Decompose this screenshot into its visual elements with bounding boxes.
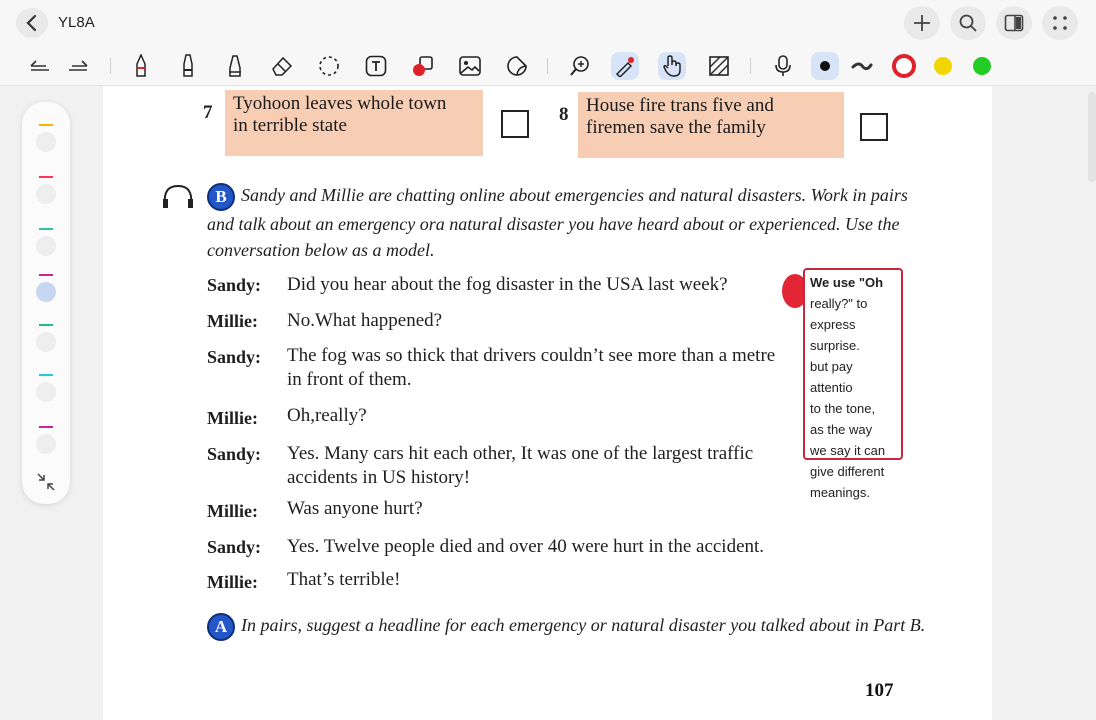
speaker-label: Sandy: bbox=[207, 347, 262, 367]
search-button[interactable] bbox=[950, 6, 986, 40]
speaker-label: Sandy: bbox=[207, 275, 262, 295]
pen-preset-5[interactable] bbox=[34, 324, 58, 354]
speaker-label: Millie: bbox=[207, 408, 258, 428]
color-dot-green-icon bbox=[971, 55, 993, 77]
page-number: 107 bbox=[865, 680, 894, 701]
color-ring-red-icon bbox=[891, 53, 917, 79]
color-black[interactable] bbox=[811, 52, 839, 80]
laser-pointer-tool[interactable] bbox=[611, 52, 639, 80]
color-dot-yellow-icon bbox=[932, 55, 954, 77]
headphones-icon bbox=[159, 182, 197, 212]
undo-button[interactable] bbox=[26, 52, 54, 80]
speaker-label: Millie: bbox=[207, 501, 258, 521]
part-b-badge: B bbox=[207, 183, 235, 211]
dialogue-line: Was anyone hurt? bbox=[287, 498, 423, 519]
microphone-icon bbox=[773, 54, 793, 78]
pen-icon bbox=[133, 54, 149, 78]
marker-tool[interactable] bbox=[174, 52, 202, 80]
more-dots-icon bbox=[1051, 14, 1069, 32]
hand-tool[interactable] bbox=[658, 52, 686, 80]
page-scrollbar[interactable] bbox=[1088, 92, 1096, 182]
pen-preset-6[interactable] bbox=[34, 374, 58, 404]
highlighter-icon bbox=[226, 54, 244, 78]
pen-preset-4[interactable] bbox=[34, 274, 58, 304]
chevron-left-icon bbox=[25, 14, 39, 32]
dialogue-line: The fog was so thick that drivers couldn’t see more than a metre in front of them. bbox=[287, 345, 776, 390]
item-8-checkbox[interactable] bbox=[860, 113, 888, 141]
zoom-tool[interactable] bbox=[566, 52, 594, 80]
drawing-toolbar bbox=[0, 46, 1096, 86]
pen-preset-1[interactable] bbox=[34, 124, 58, 154]
dialogue-line: That’s terrible! bbox=[287, 569, 401, 590]
shape-icon bbox=[411, 54, 435, 78]
search-icon bbox=[958, 13, 978, 33]
dialogue-line: No.What happened? bbox=[287, 310, 443, 331]
plus-icon bbox=[912, 13, 932, 33]
lasso-icon bbox=[317, 54, 341, 78]
text-icon bbox=[364, 54, 388, 78]
image-icon bbox=[458, 55, 482, 77]
item-8-number: 8 bbox=[559, 104, 569, 125]
part-a-badge: A bbox=[207, 613, 235, 641]
laser-pointer-icon bbox=[614, 55, 636, 77]
pen-preset-3[interactable] bbox=[34, 228, 58, 258]
color-dark-gray[interactable] bbox=[848, 52, 876, 80]
top-bar bbox=[0, 0, 1096, 46]
part-a-instruction: A In pairs, suggest a headline for each emergency or natural disaster you talked about in Part B. bbox=[207, 612, 937, 641]
redo-icon bbox=[66, 58, 90, 74]
document-title: YL8A bbox=[58, 14, 95, 31]
highlighter-tool[interactable] bbox=[221, 52, 249, 80]
layout-button[interactable] bbox=[996, 6, 1032, 40]
color-green[interactable] bbox=[968, 52, 996, 80]
speaker-label: Millie: bbox=[207, 311, 258, 331]
pen-tool[interactable] bbox=[127, 52, 155, 80]
item-8-headline: House fire trans five and firemen save the family bbox=[578, 92, 844, 158]
pen-presets-panel bbox=[22, 102, 70, 504]
add-button[interactable] bbox=[904, 6, 940, 40]
zoom-icon bbox=[568, 54, 592, 78]
item-7-headline: Tyohoon leaves whole town in terrible state bbox=[225, 90, 483, 156]
dialogue-line: Did you hear about the fog disaster in the USA last week? bbox=[287, 274, 728, 295]
sticker-tool[interactable] bbox=[503, 52, 531, 80]
shape-tool[interactable] bbox=[409, 52, 437, 80]
item-7-checkbox[interactable] bbox=[501, 110, 529, 138]
color-red[interactable] bbox=[890, 52, 918, 80]
image-tool[interactable] bbox=[456, 52, 484, 80]
eraser-icon bbox=[270, 55, 294, 77]
more-button[interactable] bbox=[1042, 6, 1078, 40]
item-7-number: 7 bbox=[203, 102, 213, 123]
speaker-label: Sandy: bbox=[207, 537, 262, 557]
dialogue-line: Yes. Many cars hit each other, It was one of the largest traffic accidents in US history! bbox=[287, 443, 754, 488]
collapse-arrows-icon bbox=[36, 472, 56, 492]
lasso-tool[interactable] bbox=[315, 52, 343, 80]
pen-preset-7[interactable] bbox=[34, 426, 58, 456]
microphone-button[interactable] bbox=[769, 52, 797, 80]
marker-icon bbox=[180, 54, 196, 78]
usage-note: We use "Oh really?" to express surprise. but pay attentio to the tone, as the way we say it can give different meanings. bbox=[803, 268, 903, 460]
part-b-instruction: B Sandy and Millie are chatting online about emergencies and natural disasters. Work in pairs and talk about an emergency ora natural disaster you have heard about or experienced. Use the conversation below as a model. bbox=[207, 182, 917, 263]
dialogue-line: Oh,really? bbox=[287, 405, 367, 426]
back-button[interactable] bbox=[16, 8, 48, 38]
speaker-label: Millie: bbox=[207, 572, 258, 592]
redo-button[interactable] bbox=[64, 52, 92, 80]
speaker-label: Sandy: bbox=[207, 444, 262, 464]
text-tool[interactable] bbox=[362, 52, 390, 80]
dialogue-line: Yes. Twelve people died and over 40 were hurt in the accident. bbox=[287, 536, 765, 557]
brush-stroke-icon bbox=[851, 59, 873, 73]
eraser-tool[interactable] bbox=[268, 52, 296, 80]
color-dot-black-icon bbox=[818, 59, 832, 73]
split-view-icon bbox=[1004, 14, 1024, 32]
hatch-tool[interactable] bbox=[705, 52, 733, 80]
document-page bbox=[103, 86, 992, 720]
pen-preset-2[interactable] bbox=[34, 176, 58, 206]
hatch-icon bbox=[708, 55, 730, 77]
collapse-button[interactable] bbox=[36, 472, 56, 497]
sticker-icon bbox=[505, 54, 529, 78]
undo-icon bbox=[28, 58, 52, 74]
hand-icon bbox=[661, 54, 683, 78]
color-yellow[interactable] bbox=[929, 52, 957, 80]
